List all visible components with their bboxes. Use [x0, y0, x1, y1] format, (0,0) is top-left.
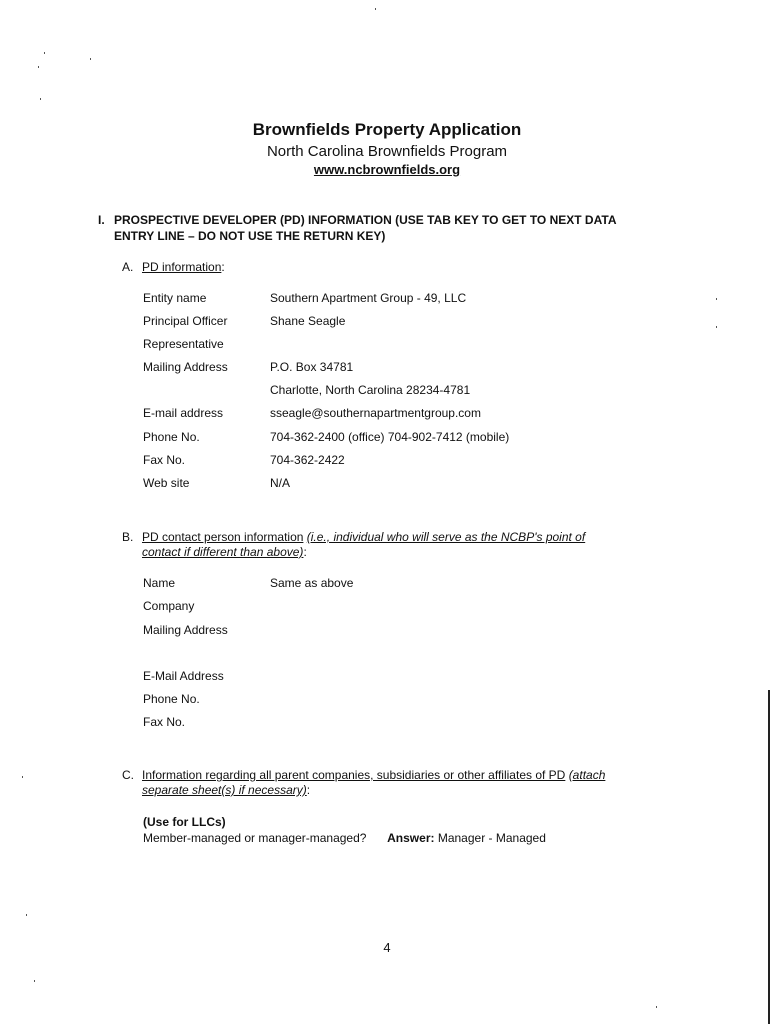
mailing-address-line-1: P.O. Box 34781 [270, 360, 354, 374]
field-label: Fax No. [143, 453, 186, 467]
principal-officer-value: Shane Seagle [270, 314, 346, 328]
fax-value: 704-362-2422 [270, 453, 345, 467]
section-a-heading [122, 260, 642, 276]
scan-speck [26, 914, 27, 916]
field-label: Entity name [143, 291, 207, 305]
program-name: North Carolina Brownfields Program [266, 143, 508, 160]
section-c-title: Information regarding all parent companies, subsidiaries or other affiliates of PD [142, 768, 566, 782]
field-label: Principal Officer [143, 314, 228, 328]
llc-question-line [143, 831, 546, 846]
field-label: Mailing Address [143, 623, 228, 637]
field-label: Phone No. [143, 692, 200, 706]
scan-speck [375, 8, 376, 10]
section-b-title: PD contact person information [142, 530, 304, 544]
scan-speck [90, 58, 91, 60]
field-label: Company [143, 599, 195, 613]
field-label: Web site [143, 476, 190, 490]
section-c-colon: : [306, 783, 311, 797]
llc-question: Member-managed or manager-managed? [143, 831, 367, 845]
scan-speck [38, 66, 39, 68]
scan-speck [34, 980, 35, 982]
field-label: Phone No. [143, 430, 200, 444]
entity-name-value: Southern Apartment Group - 49, LLC [270, 291, 467, 305]
llc-heading: (Use for LLCs) [143, 815, 226, 829]
scan-speck [716, 326, 717, 328]
program-url: www.ncbrownfields.org [313, 162, 461, 177]
scan-speck [22, 776, 23, 778]
section-a-colon: : [221, 260, 225, 274]
field-label: Name [143, 576, 176, 590]
field-label: Mailing Address [143, 360, 228, 374]
section-a-title: PD information [142, 260, 222, 274]
answer-label: Answer: [387, 831, 435, 845]
field-label: Representative [143, 337, 224, 351]
scan-speck [40, 98, 41, 100]
contact-name-value: Same as above [270, 576, 354, 590]
section-b-note: (i.e., individual who will serve as the NCBP's point of contact if different than above) [142, 530, 586, 559]
field-label: E-Mail Address [143, 669, 224, 683]
phone-value: 704-362-2400 (office) 704-902-7412 (mobile) [270, 430, 510, 444]
section-c-letter: C. [122, 768, 134, 782]
email-value: sseagle@southernapartmentgroup.com [270, 406, 481, 420]
field-label: Fax No. [143, 715, 186, 729]
section-a-letter: A. [122, 260, 134, 274]
section-c-note: (attach separate sheet(s) if necessary) [142, 768, 606, 797]
scan-speck [656, 1006, 657, 1008]
document-title: Brownfields Property Application [252, 120, 522, 139]
mailing-address-line-2: Charlotte, North Carolina 28234-4781 [270, 383, 471, 397]
section-b-letter: B. [122, 530, 134, 544]
scan-speck [44, 52, 45, 54]
section-b-heading [122, 530, 642, 562]
scan-speck [716, 298, 717, 300]
section-1-number: I. [98, 213, 105, 227]
section-1-title: PROSPECTIVE DEVELOPER (PD) INFORMATION (USE TAB KEY TO GET TO NEXT DATA ENTRY LINE – DO NOT USE THE RETURN KEY) [114, 213, 617, 243]
answer-value: Manager - Managed [437, 831, 546, 845]
section-b-colon: : [303, 545, 307, 559]
page-number: 4 [383, 940, 391, 955]
section-c-heading [122, 768, 652, 800]
website-value: N/A [270, 476, 291, 490]
field-label: E-mail address [143, 406, 224, 420]
